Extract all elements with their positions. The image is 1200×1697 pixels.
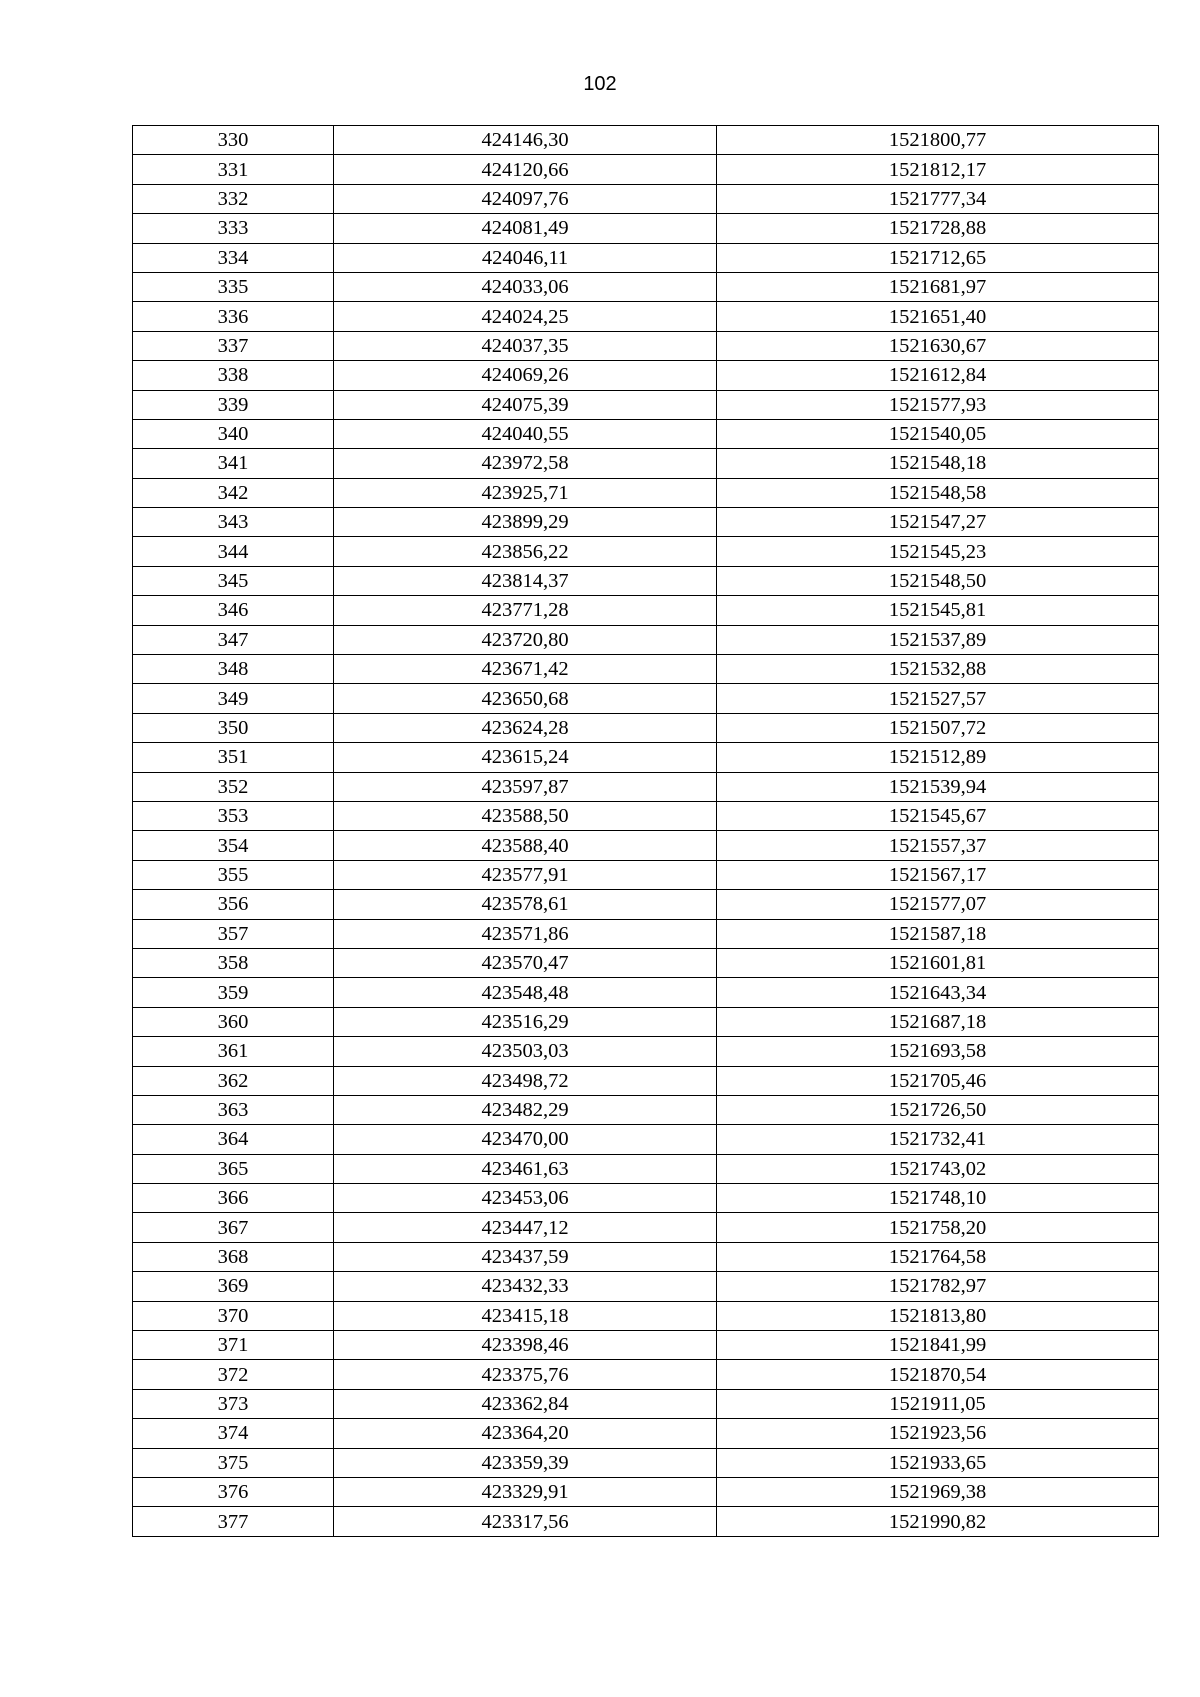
y-coordinate-cell: 1521732,41 xyxy=(717,1125,1159,1154)
table-row xyxy=(133,1037,1159,1066)
x-coordinate-cell: 423972,58 xyxy=(334,449,717,478)
point-number-cell: 374 xyxy=(133,1419,334,1448)
point-number-cell: 334 xyxy=(133,243,334,272)
x-coordinate-cell: 423588,40 xyxy=(334,831,717,860)
point-number-cell: 342 xyxy=(133,478,334,507)
y-coordinate-cell: 1521728,88 xyxy=(717,214,1159,243)
point-number-cell: 341 xyxy=(133,449,334,478)
y-coordinate-cell: 1521548,58 xyxy=(717,478,1159,507)
table-row xyxy=(133,214,1159,243)
point-number-cell: 363 xyxy=(133,1095,334,1124)
point-number-cell: 330 xyxy=(133,126,334,155)
table-row xyxy=(133,243,1159,272)
table-row xyxy=(133,713,1159,742)
y-coordinate-cell: 1521693,58 xyxy=(717,1037,1159,1066)
point-number-cell: 357 xyxy=(133,919,334,948)
table-row xyxy=(133,508,1159,537)
table-row xyxy=(133,1331,1159,1360)
point-number-cell: 369 xyxy=(133,1272,334,1301)
y-coordinate-cell: 1521870,54 xyxy=(717,1360,1159,1389)
y-coordinate-cell: 1521764,58 xyxy=(717,1242,1159,1271)
table-row xyxy=(133,390,1159,419)
x-coordinate-cell: 423498,72 xyxy=(334,1066,717,1095)
table-row xyxy=(133,1272,1159,1301)
point-number-cell: 337 xyxy=(133,331,334,360)
x-coordinate-cell: 423364,20 xyxy=(334,1419,717,1448)
x-coordinate-cell: 424037,35 xyxy=(334,331,717,360)
point-number-cell: 356 xyxy=(133,890,334,919)
table-row xyxy=(133,625,1159,654)
y-coordinate-cell: 1521537,89 xyxy=(717,625,1159,654)
y-coordinate-cell: 1521548,50 xyxy=(717,566,1159,595)
y-coordinate-cell: 1521705,46 xyxy=(717,1066,1159,1095)
point-number-cell: 331 xyxy=(133,155,334,184)
point-number-cell: 343 xyxy=(133,508,334,537)
table-row xyxy=(133,1154,1159,1183)
x-coordinate-cell: 423437,59 xyxy=(334,1242,717,1271)
y-coordinate-cell: 1521969,38 xyxy=(717,1477,1159,1506)
table-row xyxy=(133,1389,1159,1418)
table-row xyxy=(133,449,1159,478)
x-coordinate-cell: 423814,37 xyxy=(334,566,717,595)
point-number-cell: 350 xyxy=(133,713,334,742)
coordinates-table-body xyxy=(133,126,1159,1537)
point-number-cell: 349 xyxy=(133,684,334,713)
table-row xyxy=(133,831,1159,860)
x-coordinate-cell: 423415,18 xyxy=(334,1301,717,1330)
x-coordinate-cell: 423375,76 xyxy=(334,1360,717,1389)
table-row xyxy=(133,126,1159,155)
table-row xyxy=(133,1301,1159,1330)
x-coordinate-cell: 423925,71 xyxy=(334,478,717,507)
x-coordinate-cell: 424097,76 xyxy=(334,184,717,213)
y-coordinate-cell: 1521545,23 xyxy=(717,537,1159,566)
x-coordinate-cell: 423597,87 xyxy=(334,772,717,801)
page-number: 102 xyxy=(583,73,617,95)
point-number-cell: 332 xyxy=(133,184,334,213)
y-coordinate-cell: 1521507,72 xyxy=(717,713,1159,742)
point-number-cell: 355 xyxy=(133,860,334,889)
x-coordinate-cell: 423570,47 xyxy=(334,948,717,977)
point-number-cell: 339 xyxy=(133,390,334,419)
y-coordinate-cell: 1521612,84 xyxy=(717,361,1159,390)
y-coordinate-cell: 1521545,81 xyxy=(717,596,1159,625)
table-row xyxy=(133,331,1159,360)
table-row xyxy=(133,361,1159,390)
point-number-cell: 346 xyxy=(133,596,334,625)
table-row xyxy=(133,948,1159,977)
point-number-cell: 333 xyxy=(133,214,334,243)
y-coordinate-cell: 1521577,93 xyxy=(717,390,1159,419)
x-coordinate-cell: 423516,29 xyxy=(334,1007,717,1036)
x-coordinate-cell: 424040,55 xyxy=(334,419,717,448)
point-number-cell: 364 xyxy=(133,1125,334,1154)
point-number-cell: 361 xyxy=(133,1037,334,1066)
x-coordinate-cell: 423650,68 xyxy=(334,684,717,713)
table-row xyxy=(133,419,1159,448)
x-coordinate-cell: 423359,39 xyxy=(334,1448,717,1477)
x-coordinate-cell: 424069,26 xyxy=(334,361,717,390)
table-row xyxy=(133,478,1159,507)
y-coordinate-cell: 1521712,65 xyxy=(717,243,1159,272)
point-number-cell: 358 xyxy=(133,948,334,977)
y-coordinate-cell: 1521841,99 xyxy=(717,1331,1159,1360)
x-coordinate-cell: 423720,80 xyxy=(334,625,717,654)
table-row xyxy=(133,684,1159,713)
y-coordinate-cell: 1521777,34 xyxy=(717,184,1159,213)
point-number-cell: 347 xyxy=(133,625,334,654)
table-row xyxy=(133,890,1159,919)
x-coordinate-cell: 423362,84 xyxy=(334,1389,717,1418)
y-coordinate-cell: 1521601,81 xyxy=(717,948,1159,977)
x-coordinate-cell: 424075,39 xyxy=(334,390,717,419)
y-coordinate-cell: 1521651,40 xyxy=(717,302,1159,331)
x-coordinate-cell: 423398,46 xyxy=(334,1331,717,1360)
y-coordinate-cell: 1521813,80 xyxy=(717,1301,1159,1330)
y-coordinate-cell: 1521748,10 xyxy=(717,1184,1159,1213)
y-coordinate-cell: 1521911,05 xyxy=(717,1389,1159,1418)
point-number-cell: 371 xyxy=(133,1331,334,1360)
x-coordinate-cell: 424024,25 xyxy=(334,302,717,331)
table-row xyxy=(133,978,1159,1007)
y-coordinate-cell: 1521643,34 xyxy=(717,978,1159,1007)
table-row xyxy=(133,1242,1159,1271)
x-coordinate-cell: 423899,29 xyxy=(334,508,717,537)
x-coordinate-cell: 423624,28 xyxy=(334,713,717,742)
y-coordinate-cell: 1521630,67 xyxy=(717,331,1159,360)
y-coordinate-cell: 1521687,18 xyxy=(717,1007,1159,1036)
table-row xyxy=(133,184,1159,213)
y-coordinate-cell: 1521567,17 xyxy=(717,860,1159,889)
point-number-cell: 370 xyxy=(133,1301,334,1330)
table-row xyxy=(133,566,1159,595)
point-number-cell: 368 xyxy=(133,1242,334,1271)
table-row xyxy=(133,801,1159,830)
table-row xyxy=(133,155,1159,184)
point-number-cell: 345 xyxy=(133,566,334,595)
table-row xyxy=(133,1007,1159,1036)
y-coordinate-cell: 1521782,97 xyxy=(717,1272,1159,1301)
point-number-cell: 372 xyxy=(133,1360,334,1389)
point-number-cell: 353 xyxy=(133,801,334,830)
point-number-cell: 352 xyxy=(133,772,334,801)
y-coordinate-cell: 1521726,50 xyxy=(717,1095,1159,1124)
table-row xyxy=(133,272,1159,301)
x-coordinate-cell: 423588,50 xyxy=(334,801,717,830)
point-number-cell: 354 xyxy=(133,831,334,860)
table-row xyxy=(133,1448,1159,1477)
x-coordinate-cell: 423453,06 xyxy=(334,1184,717,1213)
coordinates-table xyxy=(132,125,1159,1537)
x-coordinate-cell: 423771,28 xyxy=(334,596,717,625)
table-row xyxy=(133,302,1159,331)
x-coordinate-cell: 423571,86 xyxy=(334,919,717,948)
x-coordinate-cell: 423470,00 xyxy=(334,1125,717,1154)
x-coordinate-cell: 423432,33 xyxy=(334,1272,717,1301)
table-row xyxy=(133,655,1159,684)
point-number-cell: 362 xyxy=(133,1066,334,1095)
point-number-cell: 377 xyxy=(133,1507,334,1536)
point-number-cell: 375 xyxy=(133,1448,334,1477)
table-row xyxy=(133,1184,1159,1213)
x-coordinate-cell: 423671,42 xyxy=(334,655,717,684)
y-coordinate-cell: 1521812,17 xyxy=(717,155,1159,184)
table-row xyxy=(133,772,1159,801)
point-number-cell: 344 xyxy=(133,537,334,566)
y-coordinate-cell: 1521990,82 xyxy=(717,1507,1159,1536)
x-coordinate-cell: 423461,63 xyxy=(334,1154,717,1183)
point-number-cell: 351 xyxy=(133,743,334,772)
x-coordinate-cell: 423548,48 xyxy=(334,978,717,1007)
x-coordinate-cell: 423578,61 xyxy=(334,890,717,919)
y-coordinate-cell: 1521923,56 xyxy=(717,1419,1159,1448)
x-coordinate-cell: 423447,12 xyxy=(334,1213,717,1242)
point-number-cell: 376 xyxy=(133,1477,334,1506)
y-coordinate-cell: 1521545,67 xyxy=(717,801,1159,830)
x-coordinate-cell: 423615,24 xyxy=(334,743,717,772)
table-row xyxy=(133,537,1159,566)
y-coordinate-cell: 1521587,18 xyxy=(717,919,1159,948)
point-number-cell: 338 xyxy=(133,361,334,390)
point-number-cell: 360 xyxy=(133,1007,334,1036)
table-row xyxy=(133,1360,1159,1389)
table-row xyxy=(133,860,1159,889)
table-row xyxy=(133,1125,1159,1154)
point-number-cell: 367 xyxy=(133,1213,334,1242)
point-number-cell: 336 xyxy=(133,302,334,331)
table-row xyxy=(133,743,1159,772)
x-coordinate-cell: 424120,66 xyxy=(334,155,717,184)
y-coordinate-cell: 1521539,94 xyxy=(717,772,1159,801)
y-coordinate-cell: 1521743,02 xyxy=(717,1154,1159,1183)
x-coordinate-cell: 423317,56 xyxy=(334,1507,717,1536)
x-coordinate-cell: 423503,03 xyxy=(334,1037,717,1066)
table-row xyxy=(133,596,1159,625)
x-coordinate-cell: 423577,91 xyxy=(334,860,717,889)
point-number-cell: 340 xyxy=(133,419,334,448)
point-number-cell: 365 xyxy=(133,1154,334,1183)
y-coordinate-cell: 1521758,20 xyxy=(717,1213,1159,1242)
y-coordinate-cell: 1521681,97 xyxy=(717,272,1159,301)
x-coordinate-cell: 424046,11 xyxy=(334,243,717,272)
table-row xyxy=(133,1213,1159,1242)
point-number-cell: 373 xyxy=(133,1389,334,1418)
point-number-cell: 359 xyxy=(133,978,334,1007)
y-coordinate-cell: 1521577,07 xyxy=(717,890,1159,919)
y-coordinate-cell: 1521540,05 xyxy=(717,419,1159,448)
table-row xyxy=(133,1095,1159,1124)
table-row xyxy=(133,1066,1159,1095)
y-coordinate-cell: 1521933,65 xyxy=(717,1448,1159,1477)
x-coordinate-cell: 424146,30 xyxy=(334,126,717,155)
point-number-cell: 348 xyxy=(133,655,334,684)
table-row xyxy=(133,919,1159,948)
x-coordinate-cell: 423856,22 xyxy=(334,537,717,566)
x-coordinate-cell: 424033,06 xyxy=(334,272,717,301)
y-coordinate-cell: 1521548,18 xyxy=(717,449,1159,478)
y-coordinate-cell: 1521512,89 xyxy=(717,743,1159,772)
y-coordinate-cell: 1521527,57 xyxy=(717,684,1159,713)
table-row xyxy=(133,1419,1159,1448)
table-row xyxy=(133,1477,1159,1506)
table-row xyxy=(133,1507,1159,1536)
y-coordinate-cell: 1521800,77 xyxy=(717,126,1159,155)
x-coordinate-cell: 423329,91 xyxy=(334,1477,717,1506)
y-coordinate-cell: 1521532,88 xyxy=(717,655,1159,684)
y-coordinate-cell: 1521557,37 xyxy=(717,831,1159,860)
point-number-cell: 366 xyxy=(133,1184,334,1213)
x-coordinate-cell: 424081,49 xyxy=(334,214,717,243)
y-coordinate-cell: 1521547,27 xyxy=(717,508,1159,537)
point-number-cell: 335 xyxy=(133,272,334,301)
x-coordinate-cell: 423482,29 xyxy=(334,1095,717,1124)
